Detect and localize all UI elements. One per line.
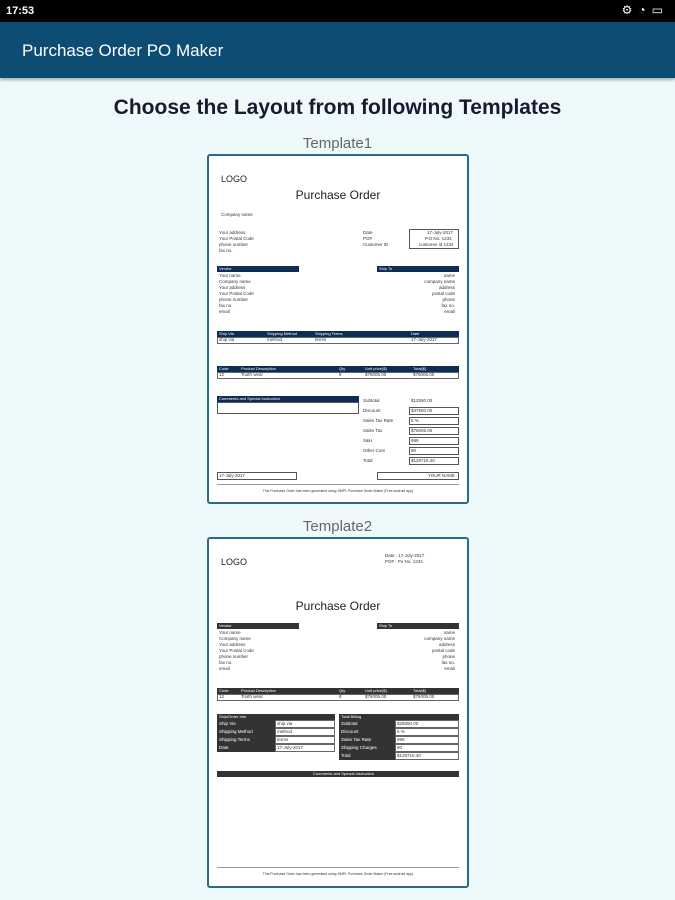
po-line: PO# : Po No. 1234	[385, 559, 423, 564]
meta-label: Customer ID	[363, 242, 389, 247]
item-header-row: Code Product Description Qty Unit price($) Total($)	[217, 688, 459, 694]
status-icons	[622, 3, 669, 17]
ship-value: ship via	[219, 337, 235, 342]
status-time: 17:53	[6, 5, 35, 17]
template2-logo: LOGO	[221, 557, 248, 567]
vendor-line: Your Postal Code	[219, 648, 254, 653]
billing-value: 90	[397, 745, 403, 750]
vendor-line: email	[219, 309, 230, 314]
item-header-row: Code Product Description Qty Unit price($) Total($)	[217, 366, 459, 372]
footer-divider	[217, 867, 459, 868]
summary-label: Other Cost	[363, 448, 385, 453]
vendor-line: Your address	[219, 642, 246, 647]
template1-po-title: Purchase Order	[295, 188, 381, 202]
vendor-line: Your Postal Code	[219, 291, 254, 296]
summary-label: Subtotal	[363, 398, 380, 403]
shipto-line: address	[438, 285, 455, 290]
comments-header: Comments and Special Instruction	[217, 771, 459, 777]
battery-icon: ▭	[651, 3, 669, 17]
shipto-line: email	[444, 666, 455, 671]
billing-label: Sales Tax Rate	[341, 737, 372, 742]
template1-label: Template1	[302, 135, 373, 152]
vendor-line: Company name	[219, 636, 251, 641]
shipping-label: Shipping Terms	[219, 737, 250, 742]
address-line: Your Postal Code	[219, 236, 254, 241]
item-value: $76005.00	[413, 694, 435, 699]
shipping-header: Ship/Order Info	[217, 714, 335, 720]
shipto-line: phone	[442, 297, 455, 302]
wifi-icon: ◔	[638, 3, 652, 17]
vendor-line: phone number	[219, 297, 249, 302]
footer-name: YOUR NAME	[427, 473, 455, 478]
billing-value: $25050.00	[397, 721, 419, 726]
address-line: fax no.	[219, 248, 233, 253]
comments-header: Comments and Special Instruction	[217, 396, 359, 402]
vendor-header: Vendor	[217, 266, 299, 272]
item-value: 12	[219, 694, 225, 699]
shipping-label: Date	[219, 745, 229, 750]
summary-value: $37500.00	[411, 408, 433, 413]
page-heading: Choose the Layout from following Templates	[113, 96, 562, 119]
summary-label: S&H	[363, 438, 373, 443]
item-value: 12	[219, 372, 225, 377]
vendor-line: Your name	[219, 630, 241, 635]
shipping-label: Shipping Method	[219, 729, 253, 734]
shipto-line: fax no.	[441, 660, 455, 665]
shipping-label: Ship Via	[219, 721, 236, 726]
vendor-line: Your address	[219, 285, 246, 290]
shipping-value: terms	[277, 737, 289, 742]
shipping-value: method	[277, 729, 293, 734]
footer-note: This Purchase Order has been generated using SMPL Purchase Order Maker (Free android app)	[262, 489, 414, 493]
footer-date: 17-July-2017	[219, 473, 246, 478]
shipto-line: name	[443, 630, 455, 635]
summary-value: $129715.40	[411, 458, 435, 463]
summary-value: 5 %	[411, 418, 419, 423]
date-line: Date : 17-July-2017	[385, 553, 425, 558]
shipto-header: Ship To	[377, 623, 459, 629]
item-value: Tooth wear	[241, 694, 264, 699]
item-value: Tooth wear	[241, 372, 264, 377]
template1-card[interactable]	[207, 154, 469, 504]
summary-value: $76005.00	[411, 428, 433, 433]
billing-label: Discount	[341, 729, 359, 734]
shipto-line: phone	[442, 654, 455, 659]
ship-value: method	[267, 337, 283, 342]
ship-value: terms	[315, 337, 327, 342]
billing-value-cell	[395, 744, 459, 752]
summary-label: Discount	[363, 408, 381, 413]
summary-label: Total	[363, 458, 373, 463]
address-line: Your address	[219, 230, 246, 235]
address-line: phone number	[219, 242, 249, 247]
summary-value: 999	[411, 438, 419, 443]
shipping-value: ship via	[277, 721, 293, 726]
shipto-line: company name	[424, 636, 455, 641]
vendor-line: Company name	[219, 279, 251, 284]
item-value: 8	[339, 372, 342, 377]
comments-box	[217, 402, 359, 414]
summary-value: 90	[411, 448, 417, 453]
shipto-line: address	[438, 642, 455, 647]
billing-value: 999	[397, 737, 405, 742]
vendor-line: email	[219, 666, 230, 671]
billing-label: Shipping Charges	[341, 745, 377, 750]
shipto-line: company name	[424, 279, 455, 284]
shipto-header: Ship To	[377, 266, 459, 272]
footer-note: This Purchase Order has been generated using SMPL Purchase Order Maker (Free android app)	[262, 872, 414, 876]
summary-box	[409, 447, 459, 455]
template2-po-title: Purchase Order	[295, 599, 381, 613]
company-name: Company name	[221, 212, 253, 217]
billing-value: 5 %	[397, 729, 405, 734]
app-bar	[0, 22, 675, 78]
shipto-line: email	[444, 309, 455, 314]
template2-card[interactable]	[207, 537, 469, 888]
settings-icon: ⚙	[621, 3, 639, 17]
meta-value: 17-July-2017	[427, 230, 454, 235]
billing-label: Total	[341, 753, 351, 758]
template2-label: Template2	[302, 518, 373, 535]
meta-label: Date	[363, 230, 373, 235]
ship-value: 17-July-2017	[411, 337, 438, 342]
shipto-line: fax no.	[441, 303, 455, 308]
summary-label: Sales Tax	[363, 428, 383, 433]
status-bar	[0, 0, 675, 22]
meta-value: P.O No. 1234	[425, 236, 452, 241]
summary-value: $12550.00	[411, 398, 433, 403]
billing-label: Subtotal	[341, 721, 358, 726]
ship-header-row: Ship Via Shipping Method Shipping Terms Date	[217, 331, 459, 337]
item-value: $76005.00	[413, 372, 435, 377]
vendor-line: phone number	[219, 654, 249, 659]
template1-logo: LOGO	[221, 174, 248, 184]
vendor-line: Your name	[219, 273, 241, 278]
footer-divider	[217, 484, 459, 485]
shipping-value: 17-July-2017	[277, 745, 304, 750]
billing-value: $129715.40	[397, 753, 421, 758]
item-value: $76005.00	[365, 694, 387, 699]
vendor-header: Vendor	[217, 623, 299, 629]
summary-label: Sales Tax Rate	[363, 418, 394, 423]
shipto-line: name	[443, 273, 455, 278]
meta-value: customer id 1234	[419, 242, 454, 247]
item-value: 8	[339, 694, 342, 699]
billing-header: Total Billing	[339, 714, 459, 720]
shipto-line: postal code	[431, 291, 455, 296]
meta-label: PO#	[363, 236, 373, 241]
app-title: Purchase Order PO Maker	[22, 41, 224, 60]
vendor-line: fax no.	[219, 303, 233, 308]
item-value: $76005.00	[365, 372, 387, 377]
vendor-line: fax no.	[219, 660, 233, 665]
shipto-line: postal code	[431, 648, 455, 653]
